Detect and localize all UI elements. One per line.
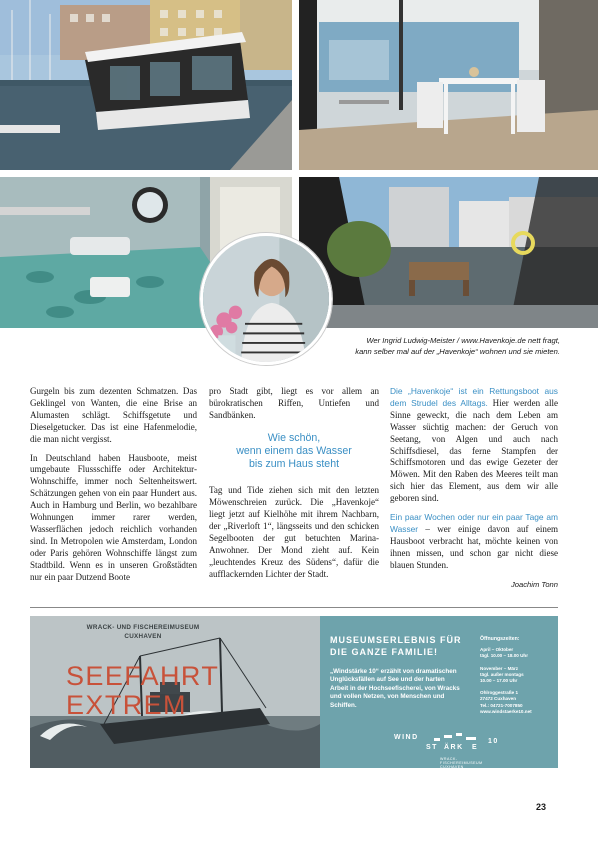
pull-quote <box>209 432 379 472</box>
article-column-3 <box>390 386 558 591</box>
ad-title-line: EXTREM <box>66 690 187 720</box>
pull-quote-line: bis zum Haus steht <box>248 458 340 471</box>
logo-text: E <box>472 744 479 751</box>
logo-subtitle-line: CUXHAVEN <box>440 765 464 768</box>
paragraph-text: – wer einige davon auf einem Hausboot verbracht hat, möchte keinen von ihnen missen, und schon gar nicht diese blauen Stunden. <box>390 523 558 570</box>
caption-line-1: Wer Ingrid Ludwig-Meister / www.Havenkoje.de nett fragt, <box>366 336 560 345</box>
logo-subtitle-line: FISCHEREIMUSEUM <box>440 761 483 766</box>
logo-text: ST <box>426 744 438 751</box>
article-column-2 <box>209 386 379 588</box>
opening-hours-heading: Öffnungszeiten: <box>480 636 520 642</box>
article-column-1 <box>30 386 197 591</box>
logo-text: WIND <box>394 734 419 741</box>
photo-caption <box>300 336 560 357</box>
pull-quote-line: Wie schön, <box>267 431 321 444</box>
opening-hours <box>480 636 556 721</box>
pull-quote-line: wenn einem das Wasser <box>236 444 352 457</box>
paragraph: pro Stadt gibt, liegt es vor allem an bürokratischen Riffen, Untiefen und Sandbänken. <box>209 386 379 420</box>
ad-headline <box>330 634 462 658</box>
museum-advertisement[interactable] <box>30 616 558 768</box>
highlight-text: Die „Havenkoje“ ist ein Rettungsboot aus dem Strudel des Alltags. <box>390 386 558 408</box>
ad-title-line: SEEFAHRT <box>66 661 220 691</box>
season-label: November – März <box>480 665 519 671</box>
windstaerke-logo <box>394 732 504 768</box>
ad-info-panel <box>320 616 558 768</box>
paragraph: In Deutschland haben Hausboote, meist umgebaute Flussschiffe oder Architektur-Wohnschiffe, immer noch Seltenheitswert. Schätzungen gehen von ein paar Hundert aus. Auch in Hamburg und Berlin, wo bezahlbare Wohnungen immer rarer werden, Wasserflächen jedoch reichlich vorhanden sind. In Metropolen wie Amsterdam, London oder Paris gehören Wohnschiffe längst zum Stadtbild. Wenn es in unseren Großstädten nur ein paar Dutzend Boote <box>30 452 197 582</box>
ad-headline-line: DIE GANZE FAMILIE! <box>330 647 438 657</box>
logo-number: 10 <box>488 738 499 745</box>
paragraph <box>390 512 558 572</box>
phone: Tel.: 04721-7007850 <box>480 702 523 708</box>
houseboat-deck-photo <box>299 177 598 328</box>
page-number: 23 <box>536 802 547 812</box>
ad-headline-line: MUSEUMSERLEBNIS FÜR <box>330 635 462 645</box>
caption-line-2: kann selber mal auf der „Havenkoje“ wohnen und sie mieten. <box>355 346 560 356</box>
season-hours: 10.00 – 17.00 Uhr <box>480 678 518 684</box>
highlight-text: Ein paar Wochen oder nur ein paar Tage am Wasser <box>390 512 558 534</box>
houseboat-exterior-photo <box>0 0 292 170</box>
logo-wave-icon <box>434 732 484 742</box>
ad-title <box>66 662 219 720</box>
street: Ohlroggestraße 1 <box>480 690 519 696</box>
website-link[interactable]: www.windstaerke10.net <box>480 708 532 714</box>
paragraph: Gurgeln bis zum dezenten Schmatzen. Das Geklingel von Wanten, die eine Brise an Alumasten schlägt. Schiffsgetute und Dieselgetucker. Das ist eine Hafenmelodie, die man nicht vergisst. <box>30 386 197 444</box>
logo-subtitle-line: WRACK- <box>440 757 458 761</box>
paragraph-text: Hier werden alle Sinne geweckt, die nach dem Leben am Wasser süchtig machen: der Geruch von Seetang, von Algen und auch nach Schiffsdiesel, das ferne Stampfen der Schiffsmotoren und das ewige Gezeter der Möwen. Mit den Raben des Meeres teilt man sich hier das Element, aus dem wir alle geboren sind. <box>390 397 558 504</box>
city: 27472 Cuxhaven <box>480 696 517 702</box>
hours-winter <box>480 666 556 685</box>
museum-name-line: WRACK- UND FISCHEREIMUSEUM <box>86 624 200 631</box>
address <box>480 690 556 715</box>
houseboat-interior-table-photo <box>299 0 598 170</box>
ad-description: „Windstärke 10“ erzählt von dramatischen Unglücksfällen auf See und der harten Arbeit in der Hochseefischerei, von Wracks und vollen Netzen, von Menschen und Schiffen. <box>330 668 460 709</box>
museum-city: CUXHAVEN <box>124 632 162 640</box>
season-days: tägl. außer montags <box>480 671 524 677</box>
logo-subtitle <box>440 757 483 768</box>
season-label: April – Oktober <box>480 647 514 653</box>
section-divider <box>30 607 558 608</box>
museum-name <box>68 624 218 641</box>
ad-image-panel <box>30 616 320 768</box>
paragraph <box>390 386 558 505</box>
author-name: Joachim Tonn <box>511 579 558 589</box>
season-hours: tägl. 10.00 – 18.00 Uhr <box>480 653 529 659</box>
paragraph: Tag und Tide ziehen sich mit den letzten Möwenschreien zurück. Die „Havenkoje“ liegt jetzt auf Kielhöhe mit ihrem Nachbarn, der „Riverloft 1“, längsseits und den schicken Segelbooten der gut betuchten Marina-Anwohner. Der Mond zieht auf. Kein „leuchtendes Kreuz des Südens“, dafür die aufflackernden Lichter der Stadt. <box>209 485 379 579</box>
logo-text: ÄRK <box>444 744 464 751</box>
hours-summer <box>480 647 556 659</box>
